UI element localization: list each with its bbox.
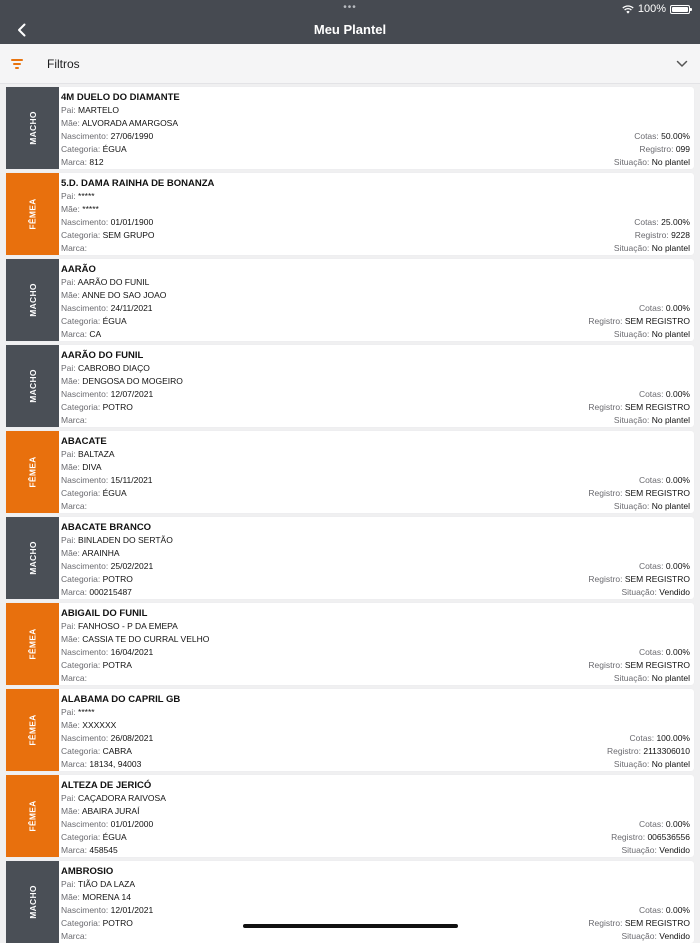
situacao-label: Situação:: [613, 673, 650, 683]
field-nascimento: [61, 217, 153, 227]
registro-value: SEM REGISTRO: [624, 660, 690, 670]
categoria-label: Categoria:: [61, 144, 101, 154]
field-situacao: [614, 415, 690, 425]
pai-label: Pai:: [61, 535, 76, 545]
field-situacao: [614, 243, 690, 253]
animal-name: AARÃO: [61, 264, 96, 275]
animal-name: ABIGAIL DO FUNIL: [61, 608, 148, 619]
sex-badge: [6, 345, 59, 427]
filters-label: Filtros: [47, 56, 80, 71]
situacao-label: Situação:: [613, 759, 650, 769]
categoria-label: Categoria:: [61, 660, 101, 670]
field-pai: [61, 879, 135, 889]
cotas-value: 0.00%: [665, 819, 690, 829]
pai-value: CABROBO DIAÇO: [78, 363, 150, 373]
categoria-label: Categoria:: [61, 574, 101, 584]
nascimento-value: 12/07/2021: [110, 389, 154, 399]
cotas-value: 0.00%: [665, 561, 690, 571]
marca-value: CA: [89, 329, 102, 339]
nascimento-value: 12/01/2021: [110, 905, 154, 915]
registro-value: SEM REGISTRO: [624, 488, 690, 498]
sex-label: FÊMEA: [27, 714, 38, 746]
cotas-label: Cotas:: [629, 733, 655, 743]
nascimento-label: Nascimento:: [61, 303, 109, 313]
pai-label: Pai:: [61, 879, 76, 889]
mae-value: DENGOSA DO MOGEIRO: [82, 376, 183, 386]
animal-card[interactable]: [6, 517, 694, 599]
registro-value: SEM REGISTRO: [624, 402, 690, 412]
animal-name: ABACATE BRANCO: [61, 522, 152, 533]
situacao-value: No plantel: [651, 673, 690, 683]
marca-label: Marca:: [61, 759, 87, 769]
sex-label: MACHO: [27, 885, 38, 919]
cotas-label: Cotas:: [638, 389, 664, 399]
field-marca: [61, 415, 87, 425]
mae-label: Mãe:: [61, 118, 80, 128]
wifi-icon: [622, 5, 634, 14]
field-pai: [61, 105, 119, 115]
registro-value: 006536556: [647, 832, 690, 842]
cotas-label: Cotas:: [638, 475, 664, 485]
mae-label: Mãe:: [61, 204, 80, 214]
field-pai: [61, 277, 149, 287]
cotas-value: 0.00%: [665, 905, 690, 915]
nascimento-label: Nascimento:: [61, 819, 109, 829]
field-situacao: [614, 157, 690, 167]
field-cotas: [634, 217, 690, 227]
cotas-label: Cotas:: [638, 561, 664, 571]
nascimento-value: 01/01/1900: [110, 217, 154, 227]
pai-label: Pai:: [61, 277, 76, 287]
field-marca: [61, 501, 87, 511]
field-situacao: [614, 673, 690, 683]
pai-label: Pai:: [61, 191, 76, 201]
situacao-value: No plantel: [651, 329, 690, 339]
categoria-label: Categoria:: [61, 230, 101, 240]
registro-label: Registro:: [634, 230, 669, 240]
nascimento-value: 25/02/2021: [110, 561, 154, 571]
field-marca: [61, 329, 101, 339]
registro-label: Registro:: [588, 660, 623, 670]
situacao-label: Situação:: [621, 587, 657, 597]
field-cotas: [639, 561, 690, 571]
pai-value: CAÇADORA RAIVOSA: [78, 793, 166, 803]
field-nascimento: [61, 905, 153, 915]
nascimento-value: 15/11/2021: [110, 475, 153, 485]
mae-label: Mãe:: [61, 376, 80, 386]
field-categoria: [61, 230, 155, 240]
sex-badge: [6, 259, 59, 341]
field-categoria: [61, 918, 133, 928]
sex-label: FÊMEA: [27, 628, 38, 660]
field-situacao: [614, 759, 690, 769]
pai-label: Pai:: [61, 105, 76, 115]
pai-value: FANHOSO - P DA EMEPA: [78, 621, 178, 631]
cotas-label: Cotas:: [634, 131, 659, 141]
sex-badge: [6, 603, 59, 685]
field-categoria: [61, 402, 133, 412]
categoria-value: ÉGUA: [102, 316, 127, 326]
field-registro: [588, 660, 690, 670]
marca-value: 18134, 94003: [89, 759, 142, 769]
registro-value: 099: [675, 144, 690, 154]
mae-label: Mãe:: [61, 634, 80, 644]
situacao-value: Vendido: [659, 931, 690, 941]
field-cotas: [639, 647, 690, 657]
pai-value: BALTAZA: [78, 449, 115, 459]
nascimento-label: Nascimento:: [61, 131, 109, 141]
field-mae: [61, 290, 166, 300]
animal-card[interactable]: [6, 775, 694, 857]
pai-value: MARTELO: [78, 105, 119, 115]
pai-label: Pai:: [61, 363, 76, 373]
nascimento-value: 01/01/2000: [110, 819, 154, 829]
sex-badge: [6, 87, 59, 169]
field-registro: [588, 574, 690, 584]
field-pai: [61, 621, 178, 631]
marca-value: 812: [89, 157, 104, 167]
page-title: Meu Plantel: [313, 22, 387, 37]
cotas-value: 25.00%: [661, 217, 690, 227]
registro-label: Registro:: [588, 402, 623, 412]
categoria-label: Categoria:: [61, 832, 101, 842]
battery-percent: 100%: [637, 3, 666, 15]
field-mae: [61, 548, 120, 558]
categoria-value: SEM GRUPO: [102, 230, 155, 240]
mae-value: ABAIRA JURAÍ: [81, 806, 140, 816]
field-nascimento: [61, 819, 153, 829]
registro-label: Registro:: [588, 918, 623, 928]
nascimento-label: Nascimento:: [61, 647, 109, 657]
field-marca: [61, 587, 132, 597]
sex-badge: [6, 689, 59, 771]
field-registro: [588, 316, 690, 326]
marca-label: Marca:: [61, 415, 87, 425]
field-marca: [61, 157, 104, 167]
field-situacao: [621, 931, 690, 941]
cotas-label: Cotas:: [638, 647, 664, 657]
categoria-label: Categoria:: [61, 402, 101, 412]
field-registro: [588, 918, 690, 928]
sex-label: FÊMEA: [27, 456, 38, 488]
field-nascimento: [61, 561, 153, 571]
field-mae: [61, 892, 131, 902]
categoria-label: Categoria:: [61, 316, 101, 326]
mae-value: ANNE DO SAO JOAO: [81, 290, 167, 300]
nascimento-label: Nascimento:: [61, 561, 109, 571]
field-registro: [588, 402, 690, 412]
marca-label: Marca:: [61, 673, 87, 683]
categoria-value: POTRO: [102, 918, 133, 928]
field-pai: [61, 707, 95, 717]
pai-label: Pai:: [61, 793, 76, 803]
situacao-label: Situação:: [613, 157, 650, 167]
sex-label: MACHO: [27, 111, 38, 145]
field-marca: [61, 845, 118, 855]
registro-value: 2113306010: [643, 746, 690, 756]
marca-value: 458545: [89, 845, 118, 855]
field-cotas: [634, 131, 690, 141]
animal-card[interactable]: [6, 689, 694, 771]
sex-label: FÊMEA: [27, 198, 38, 230]
cotas-label: Cotas:: [638, 905, 664, 915]
animal-card[interactable]: [6, 861, 694, 943]
mae-value: DIVA: [82, 462, 102, 472]
nascimento-value: 26/08/2021: [110, 733, 154, 743]
registro-label: Registro:: [606, 746, 641, 756]
situacao-value: No plantel: [651, 501, 690, 511]
situacao-value: No plantel: [651, 415, 690, 425]
mae-label: Mãe:: [61, 720, 80, 730]
field-mae: [61, 118, 178, 128]
pai-label: Pai:: [61, 707, 76, 717]
field-nascimento: [61, 389, 153, 399]
field-registro: [635, 230, 690, 240]
field-mae: [61, 720, 116, 730]
registro-label: Registro:: [588, 574, 623, 584]
pai-label: Pai:: [61, 449, 76, 459]
categoria-value: POTRO: [102, 402, 133, 412]
field-registro: [607, 746, 690, 756]
sex-badge: [6, 861, 59, 943]
situacao-label: Situação:: [613, 329, 650, 339]
marca-label: Marca:: [61, 157, 87, 167]
categoria-label: Categoria:: [61, 918, 101, 928]
sex-label: MACHO: [27, 541, 38, 575]
mae-value: XXXXXX: [82, 720, 117, 730]
categoria-value: ÉGUA: [102, 488, 127, 498]
cotas-value: 0.00%: [665, 303, 690, 313]
cotas-label: Cotas:: [638, 303, 664, 313]
mae-value: *****: [82, 204, 99, 214]
registro-label: Registro:: [588, 488, 623, 498]
field-pai: [61, 535, 173, 545]
marca-label: Marca:: [61, 329, 87, 339]
field-mae: [61, 204, 99, 214]
home-indicator[interactable]: [243, 924, 458, 928]
categoria-value: POTRA: [102, 660, 132, 670]
field-categoria: [61, 488, 127, 498]
situacao-value: No plantel: [651, 157, 690, 167]
field-registro: [588, 488, 690, 498]
mae-value: ARAINHA: [81, 548, 120, 558]
mae-value: CASSIA TE DO CURRAL VELHO: [82, 634, 210, 644]
categoria-value: CABRA: [102, 746, 132, 756]
field-categoria: [61, 574, 133, 584]
cotas-value: 100.00%: [656, 733, 690, 743]
mae-value: ALVORADA AMARGOSA: [81, 118, 179, 128]
situacao-value: Vendido: [659, 845, 690, 855]
cotas-value: 0.00%: [665, 647, 690, 657]
battery-icon: [670, 5, 690, 14]
animal-name: ABACATE: [61, 436, 107, 447]
multitask-dots-icon: •••: [343, 2, 357, 13]
registro-label: Registro:: [611, 832, 646, 842]
field-categoria: [61, 660, 132, 670]
mae-label: Mãe:: [61, 548, 80, 558]
categoria-value: ÉGUA: [102, 832, 127, 842]
field-categoria: [61, 144, 127, 154]
situacao-value: No plantel: [651, 759, 690, 769]
animal-name: 4M DUELO DO DIAMANTE: [61, 92, 180, 103]
field-mae: [61, 806, 139, 816]
marca-label: Marca:: [61, 501, 87, 511]
registro-label: Registro:: [639, 144, 674, 154]
field-cotas: [639, 819, 690, 829]
registro-value: SEM REGISTRO: [624, 918, 690, 928]
field-situacao: [614, 501, 690, 511]
cotas-value: 0.00%: [665, 475, 690, 485]
pai-value: *****: [78, 707, 95, 717]
registro-value: 9228: [671, 230, 690, 240]
animal-name: ALTEZA DE JERICÓ: [61, 780, 152, 791]
cotas-label: Cotas:: [634, 217, 659, 227]
situacao-value: Vendido: [659, 587, 690, 597]
sex-badge: [6, 775, 59, 857]
field-marca: [61, 243, 87, 253]
registro-label: Registro:: [588, 316, 623, 326]
field-situacao: [614, 329, 690, 339]
sex-badge: [6, 517, 59, 599]
field-pai: [61, 793, 166, 803]
marca-label: Marca:: [61, 243, 87, 253]
chevron-down-icon: [676, 60, 688, 68]
sex-label: MACHO: [27, 283, 38, 317]
cotas-label: Cotas:: [638, 819, 664, 829]
nascimento-label: Nascimento:: [61, 905, 109, 915]
animal-name: AMBROSIO: [61, 866, 114, 877]
filter-icon: [10, 59, 24, 69]
animal-card[interactable]: [6, 173, 694, 255]
animal-name: AARÃO DO FUNIL: [61, 350, 144, 361]
mae-label: Mãe:: [61, 892, 80, 902]
situacao-label: Situação:: [621, 845, 657, 855]
field-registro: [611, 832, 690, 842]
field-nascimento: [61, 647, 153, 657]
categoria-label: Categoria:: [61, 746, 101, 756]
sex-badge: [6, 431, 59, 513]
field-nascimento: [61, 475, 153, 485]
animal-card[interactable]: [6, 345, 694, 427]
categoria-label: Categoria:: [61, 488, 101, 498]
field-situacao: [621, 845, 690, 855]
marca-label: Marca:: [61, 931, 87, 941]
field-marca: [61, 673, 87, 683]
cotas-value: 50.00%: [661, 131, 690, 141]
marca-label: Marca:: [61, 587, 87, 597]
field-cotas: [639, 389, 690, 399]
animal-card[interactable]: [6, 431, 694, 513]
field-marca: [61, 759, 141, 769]
registro-value: SEM REGISTRO: [624, 316, 690, 326]
animal-name: 5.D. DAMA RAINHA DE BONANZA: [61, 178, 215, 189]
field-nascimento: [61, 733, 153, 743]
field-nascimento: [61, 131, 153, 141]
mae-label: Mãe:: [61, 462, 80, 472]
mae-label: Mãe:: [61, 290, 80, 300]
sex-label: MACHO: [27, 369, 38, 403]
nascimento-value: 16/04/2021: [110, 647, 154, 657]
top-bar: [0, 0, 700, 44]
field-categoria: [61, 746, 132, 756]
pai-value: TIÃO DA LAZA: [77, 879, 136, 889]
nascimento-value: 27/06/1990: [110, 131, 154, 141]
animal-card[interactable]: [6, 603, 694, 685]
status-indicators: [622, 3, 690, 15]
field-marca: [61, 931, 87, 941]
cotas-value: 0.00%: [665, 389, 690, 399]
filters-toggle[interactable]: [0, 44, 700, 84]
mae-value: MORENA 14: [82, 892, 131, 902]
nascimento-label: Nascimento:: [61, 733, 109, 743]
field-registro: [639, 144, 690, 154]
field-cotas: [639, 303, 690, 313]
field-pai: [61, 363, 150, 373]
field-pai: [61, 449, 115, 459]
animal-card[interactable]: [6, 259, 694, 341]
pai-label: Pai:: [61, 621, 76, 631]
nascimento-label: Nascimento:: [61, 475, 109, 485]
field-cotas: [639, 475, 690, 485]
sex-badge: [6, 173, 59, 255]
categoria-value: ÉGUA: [102, 144, 127, 154]
sex-label: FÊMEA: [27, 800, 38, 832]
field-categoria: [61, 832, 127, 842]
field-nascimento: [61, 303, 153, 313]
registro-value: SEM REGISTRO: [624, 574, 690, 584]
pai-value: *****: [78, 191, 95, 201]
nascimento-label: Nascimento:: [61, 217, 109, 227]
field-situacao: [621, 587, 690, 597]
situacao-label: Situação:: [621, 931, 657, 941]
situacao-value: No plantel: [651, 243, 690, 253]
categoria-value: POTRO: [102, 574, 133, 584]
field-cotas: [639, 905, 690, 915]
mae-label: Mãe:: [61, 806, 80, 816]
nascimento-label: Nascimento:: [61, 389, 109, 399]
pai-value: AARÃO DO FUNIL: [77, 277, 150, 287]
situacao-label: Situação:: [613, 243, 650, 253]
field-categoria: [61, 316, 127, 326]
animal-name: ALABAMA DO CAPRIL GB: [61, 694, 181, 705]
field-cotas: [629, 733, 690, 743]
field-mae: [61, 462, 102, 472]
field-mae: [61, 634, 209, 644]
pai-value: BINLADEN DO SERTÃO: [78, 535, 173, 545]
marca-value: 000215487: [89, 587, 132, 597]
field-pai: [61, 191, 95, 201]
field-mae: [61, 376, 183, 386]
marca-label: Marca:: [61, 845, 87, 855]
nascimento-value: 24/11/2021: [110, 303, 153, 313]
animal-card[interactable]: [6, 87, 694, 169]
situacao-label: Situação:: [613, 415, 650, 425]
situacao-label: Situação:: [613, 501, 650, 511]
